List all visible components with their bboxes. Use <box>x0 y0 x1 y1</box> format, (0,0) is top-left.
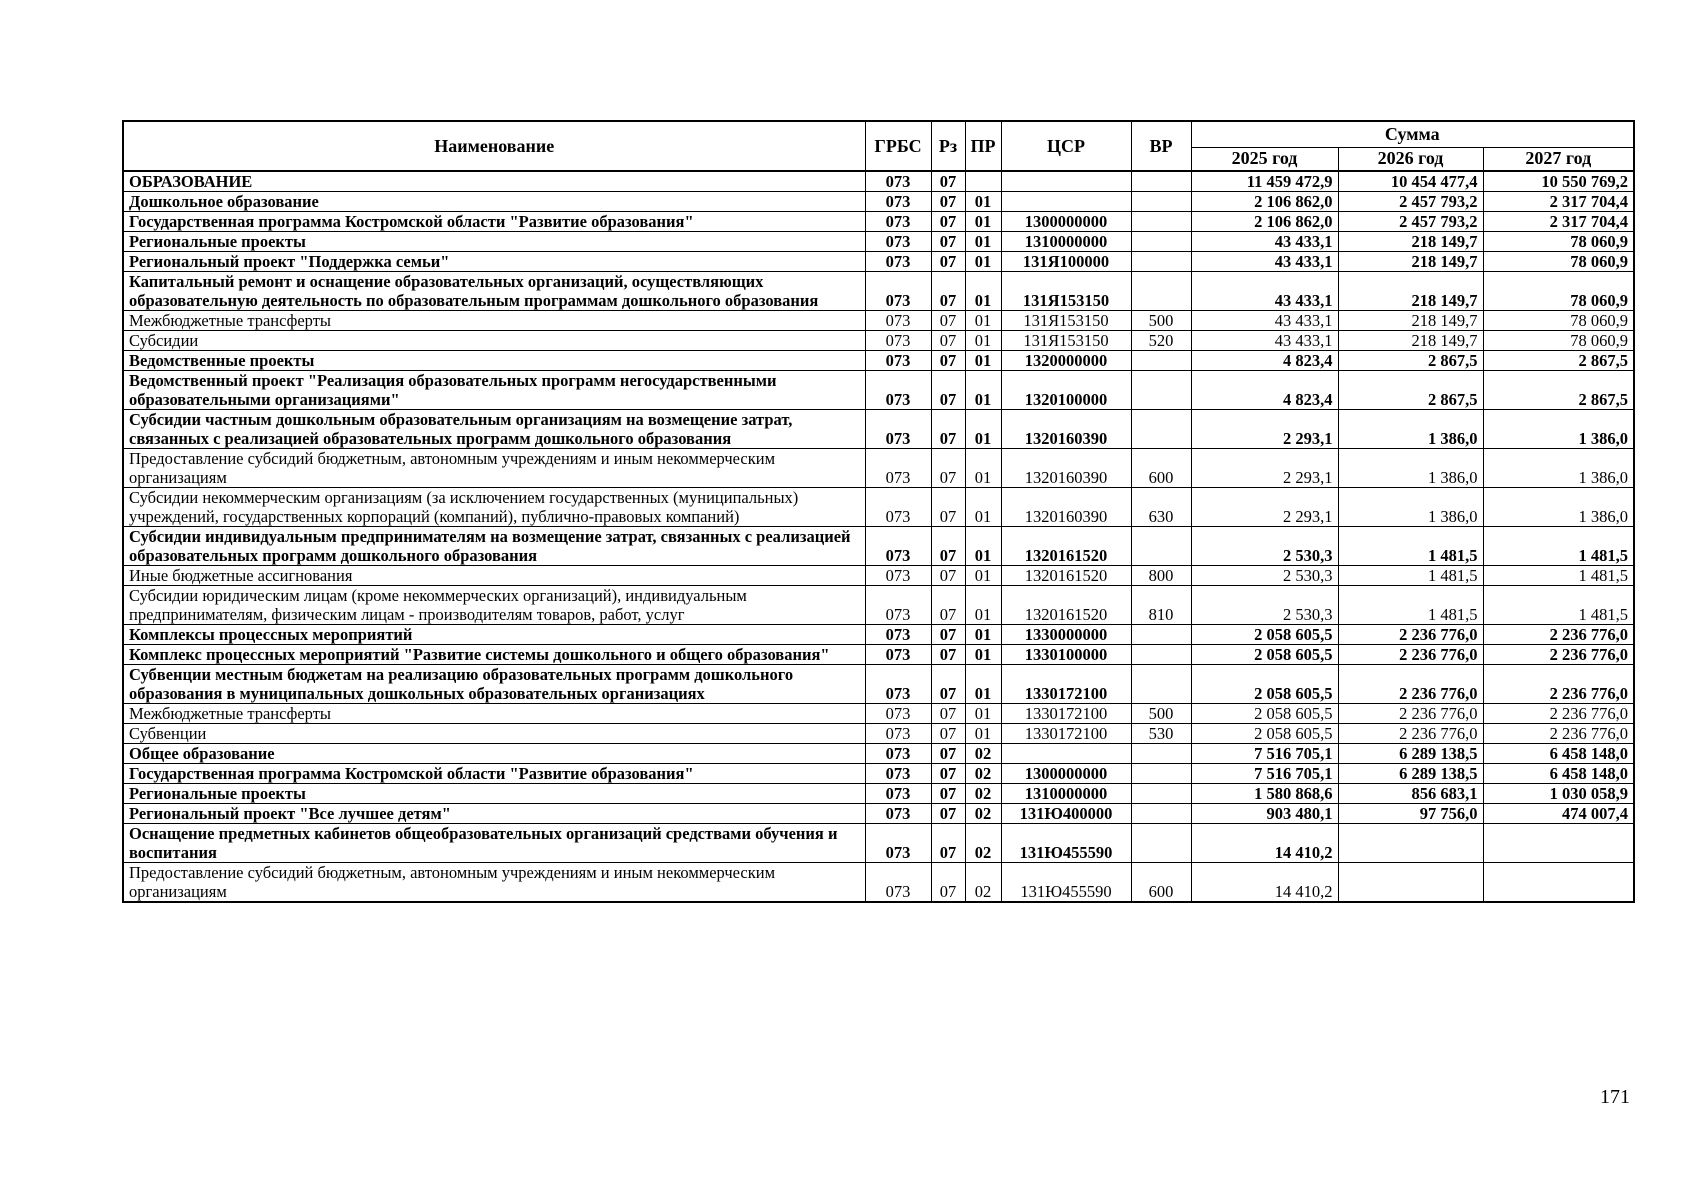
row-sum-2026: 2 457 793,2 <box>1338 212 1483 232</box>
row-csr: 131Ю455590 <box>1001 863 1131 903</box>
row-pr: 01 <box>965 488 1001 527</box>
row-sum-2026: 1 386,0 <box>1338 410 1483 449</box>
table-row <box>123 665 1634 704</box>
row-csr: 1320160390 <box>1001 488 1131 527</box>
row-sum-2025: 2 293,1 <box>1191 449 1338 488</box>
table-row <box>123 704 1634 724</box>
row-sum-2026: 2 236 776,0 <box>1338 625 1483 645</box>
table-row <box>123 371 1634 410</box>
row-sum-2027: 2 236 776,0 <box>1483 625 1634 645</box>
row-pr: 01 <box>965 192 1001 212</box>
row-sum-2026: 218 149,7 <box>1338 311 1483 331</box>
row-rz: 07 <box>931 586 965 625</box>
table-row <box>123 192 1634 212</box>
table-row <box>123 488 1634 527</box>
row-pr: 01 <box>965 212 1001 232</box>
row-csr: 1300000000 <box>1001 212 1131 232</box>
row-sum-2027: 2 317 704,4 <box>1483 192 1634 212</box>
row-grbs: 073 <box>865 764 931 784</box>
row-grbs: 073 <box>865 351 931 371</box>
row-pr: 02 <box>965 764 1001 784</box>
row-sum-2026: 2 236 776,0 <box>1338 704 1483 724</box>
row-rz: 07 <box>931 371 965 410</box>
row-sum-2026: 1 481,5 <box>1338 527 1483 566</box>
row-grbs: 073 <box>865 645 931 665</box>
row-pr: 01 <box>965 232 1001 252</box>
row-vr: 500 <box>1131 311 1191 331</box>
row-rz: 07 <box>931 449 965 488</box>
row-pr <box>965 171 1001 192</box>
row-vr <box>1131 804 1191 824</box>
table-row <box>123 625 1634 645</box>
row-grbs: 073 <box>865 232 931 252</box>
row-sum-2027: 1 481,5 <box>1483 586 1634 625</box>
row-sum-2025: 2 530,3 <box>1191 527 1338 566</box>
row-sum-2025: 2 530,3 <box>1191 586 1338 625</box>
row-sum-2027 <box>1483 824 1634 863</box>
row-sum-2026: 1 386,0 <box>1338 449 1483 488</box>
row-name: Региональные проекты <box>123 232 865 252</box>
row-grbs: 073 <box>865 704 931 724</box>
row-sum-2026: 2 236 776,0 <box>1338 645 1483 665</box>
row-name: Субвенции местным бюджетам на реализацию образовательных программ дошкольного образования в муниципальных дошкольных образовательных организациях <box>123 665 865 704</box>
row-sum-2027: 78 060,9 <box>1483 252 1634 272</box>
row-sum-2025: 2 058 605,5 <box>1191 704 1338 724</box>
table-row <box>123 586 1634 625</box>
row-pr: 01 <box>965 566 1001 586</box>
row-csr: 131Я153150 <box>1001 311 1131 331</box>
row-vr: 600 <box>1131 449 1191 488</box>
row-rz: 07 <box>931 272 965 311</box>
row-sum-2026: 10 454 477,4 <box>1338 171 1483 192</box>
row-rz: 07 <box>931 645 965 665</box>
row-vr <box>1131 784 1191 804</box>
row-csr: 131Я153150 <box>1001 331 1131 351</box>
table-row <box>123 272 1634 311</box>
row-sum-2026: 97 756,0 <box>1338 804 1483 824</box>
row-pr: 02 <box>965 784 1001 804</box>
row-sum-2027: 2 236 776,0 <box>1483 645 1634 665</box>
table-row <box>123 212 1634 232</box>
row-sum-2025: 2 106 862,0 <box>1191 192 1338 212</box>
row-vr: 800 <box>1131 566 1191 586</box>
row-rz: 07 <box>931 311 965 331</box>
row-vr: 530 <box>1131 724 1191 744</box>
row-grbs: 073 <box>865 863 931 903</box>
row-sum-2027: 474 007,4 <box>1483 804 1634 824</box>
header-vr: ВР <box>1131 121 1191 171</box>
row-pr: 01 <box>965 410 1001 449</box>
table-header <box>123 121 1634 171</box>
row-rz: 07 <box>931 704 965 724</box>
row-pr: 01 <box>965 371 1001 410</box>
row-grbs: 073 <box>865 252 931 272</box>
row-grbs: 073 <box>865 371 931 410</box>
row-pr: 01 <box>965 527 1001 566</box>
row-sum-2025: 2 058 605,5 <box>1191 665 1338 704</box>
row-sum-2027: 78 060,9 <box>1483 232 1634 252</box>
row-name: Предоставление субсидий бюджетным, автономным учреждениям и иным некоммерческим организациям <box>123 449 865 488</box>
row-name: Субсидии некоммерческим организациям (за исключением государственных (муниципальных) учреждений, государственных корпораций (компаний), публично-правовых компаний) <box>123 488 865 527</box>
row-sum-2027: 2 867,5 <box>1483 351 1634 371</box>
row-rz: 07 <box>931 232 965 252</box>
row-sum-2027: 1 386,0 <box>1483 488 1634 527</box>
row-sum-2027: 2 236 776,0 <box>1483 704 1634 724</box>
row-sum-2026: 6 289 138,5 <box>1338 744 1483 764</box>
row-sum-2026: 2 236 776,0 <box>1338 665 1483 704</box>
row-grbs: 073 <box>865 488 931 527</box>
row-name: Субсидии частным дошкольным образовательным организациям на возмещение затрат, связанных с реализацией образовательных программ дошкольного образования <box>123 410 865 449</box>
row-rz: 07 <box>931 804 965 824</box>
row-grbs: 073 <box>865 724 931 744</box>
row-grbs: 073 <box>865 331 931 351</box>
row-rz: 07 <box>931 527 965 566</box>
row-rz: 07 <box>931 665 965 704</box>
row-name: Государственная программа Костромской области "Развитие образования" <box>123 212 865 232</box>
table-row <box>123 351 1634 371</box>
row-csr: 1320000000 <box>1001 351 1131 371</box>
row-pr: 01 <box>965 351 1001 371</box>
row-sum-2027 <box>1483 863 1634 903</box>
header-csr: ЦСР <box>1001 121 1131 171</box>
row-sum-2027: 2 236 776,0 <box>1483 665 1634 704</box>
row-name: Иные бюджетные ассигнования <box>123 566 865 586</box>
row-csr: 1320161520 <box>1001 527 1131 566</box>
page-number: 171 <box>1600 1086 1630 1108</box>
header-year-2027: 2027 год <box>1483 147 1634 171</box>
row-sum-2027: 6 458 148,0 <box>1483 744 1634 764</box>
row-name: Дошкольное образование <box>123 192 865 212</box>
table-row <box>123 252 1634 272</box>
row-vr <box>1131 232 1191 252</box>
row-vr <box>1131 625 1191 645</box>
row-rz: 07 <box>931 566 965 586</box>
row-rz: 07 <box>931 744 965 764</box>
row-grbs: 073 <box>865 272 931 311</box>
row-vr <box>1131 410 1191 449</box>
budget-sheet <box>122 120 1633 903</box>
row-sum-2025: 1 580 868,6 <box>1191 784 1338 804</box>
row-sum-2025: 7 516 705,1 <box>1191 764 1338 784</box>
table-body <box>123 171 1634 902</box>
row-sum-2025: 2 106 862,0 <box>1191 212 1338 232</box>
row-sum-2025: 11 459 472,9 <box>1191 171 1338 192</box>
row-csr: 1320161520 <box>1001 586 1131 625</box>
row-csr: 1320160390 <box>1001 449 1131 488</box>
row-pr: 02 <box>965 804 1001 824</box>
header-year-2025: 2025 год <box>1191 147 1338 171</box>
table-row <box>123 410 1634 449</box>
row-sum-2025: 43 433,1 <box>1191 272 1338 311</box>
row-name: Субсидии юридическим лицам (кроме некоммерческих организаций), индивидуальным предпринимателям, физическим лицам - производителям товаров, работ, услуг <box>123 586 865 625</box>
row-rz: 07 <box>931 192 965 212</box>
row-name: Межбюджетные трансферты <box>123 311 865 331</box>
row-sum-2027: 78 060,9 <box>1483 311 1634 331</box>
row-sum-2026: 218 149,7 <box>1338 252 1483 272</box>
table-row <box>123 824 1634 863</box>
header-grbs: ГРБС <box>865 121 931 171</box>
row-name: Ведомственные проекты <box>123 351 865 371</box>
row-rz: 07 <box>931 764 965 784</box>
row-sum-2026: 2 236 776,0 <box>1338 724 1483 744</box>
row-csr: 131Я153150 <box>1001 272 1131 311</box>
row-csr <box>1001 192 1131 212</box>
row-pr: 02 <box>965 824 1001 863</box>
row-sum-2025: 2 058 605,5 <box>1191 724 1338 744</box>
row-sum-2026: 856 683,1 <box>1338 784 1483 804</box>
row-csr: 131Ю455590 <box>1001 824 1131 863</box>
row-pr: 01 <box>965 724 1001 744</box>
row-rz: 07 <box>931 331 965 351</box>
row-sum-2025: 2 293,1 <box>1191 488 1338 527</box>
row-name: Ведомственный проект "Реализация образовательных программ негосударственными образовательными организациями" <box>123 371 865 410</box>
row-sum-2025: 2 293,1 <box>1191 410 1338 449</box>
row-csr: 131Ю400000 <box>1001 804 1131 824</box>
row-rz: 07 <box>931 625 965 645</box>
row-name: Предоставление субсидий бюджетным, автономным учреждениям и иным некоммерческим организациям <box>123 863 865 903</box>
row-rz: 07 <box>931 410 965 449</box>
row-name: Субвенции <box>123 724 865 744</box>
row-grbs: 073 <box>865 212 931 232</box>
row-name: Региональные проекты <box>123 784 865 804</box>
row-rz: 07 <box>931 351 965 371</box>
row-grbs: 073 <box>865 171 931 192</box>
row-grbs: 073 <box>865 449 931 488</box>
row-pr: 01 <box>965 704 1001 724</box>
row-sum-2026: 218 149,7 <box>1338 331 1483 351</box>
row-csr: 131Я100000 <box>1001 252 1131 272</box>
table-row <box>123 784 1634 804</box>
row-vr: 810 <box>1131 586 1191 625</box>
row-grbs: 073 <box>865 665 931 704</box>
row-vr <box>1131 665 1191 704</box>
row-csr: 1330172100 <box>1001 724 1131 744</box>
row-vr: 520 <box>1131 331 1191 351</box>
row-vr <box>1131 645 1191 665</box>
row-sum-2026: 218 149,7 <box>1338 232 1483 252</box>
row-csr: 1320100000 <box>1001 371 1131 410</box>
row-name: Региональный проект "Все лучшее детям" <box>123 804 865 824</box>
table-row <box>123 311 1634 331</box>
row-pr: 02 <box>965 863 1001 903</box>
table-row <box>123 527 1634 566</box>
row-rz: 07 <box>931 824 965 863</box>
row-grbs: 073 <box>865 744 931 764</box>
row-sum-2025: 4 823,4 <box>1191 351 1338 371</box>
row-sum-2026: 2 867,5 <box>1338 371 1483 410</box>
row-sum-2027: 1 030 058,9 <box>1483 784 1634 804</box>
row-sum-2027: 2 867,5 <box>1483 371 1634 410</box>
row-sum-2025: 903 480,1 <box>1191 804 1338 824</box>
row-sum-2026: 218 149,7 <box>1338 272 1483 311</box>
row-pr: 01 <box>965 665 1001 704</box>
row-sum-2025: 43 433,1 <box>1191 331 1338 351</box>
header-name: Наименование <box>123 121 865 171</box>
row-name: Общее образование <box>123 744 865 764</box>
row-csr: 1330000000 <box>1001 625 1131 645</box>
row-name: Оснащение предметных кабинетов общеобразовательных организаций средствами обучения и воспитания <box>123 824 865 863</box>
row-sum-2026: 2 457 793,2 <box>1338 192 1483 212</box>
row-rz: 07 <box>931 252 965 272</box>
row-rz: 07 <box>931 863 965 903</box>
table-row <box>123 566 1634 586</box>
row-csr: 1330172100 <box>1001 704 1131 724</box>
row-name: Региональный проект "Поддержка семьи" <box>123 252 865 272</box>
row-csr: 1310000000 <box>1001 784 1131 804</box>
row-sum-2025: 2 058 605,5 <box>1191 625 1338 645</box>
row-vr <box>1131 272 1191 311</box>
row-csr <box>1001 744 1131 764</box>
row-vr <box>1131 212 1191 232</box>
row-grbs: 073 <box>865 784 931 804</box>
row-grbs: 073 <box>865 566 931 586</box>
row-pr: 01 <box>965 272 1001 311</box>
header-rz: Рз <box>931 121 965 171</box>
row-sum-2026: 6 289 138,5 <box>1338 764 1483 784</box>
budget-table <box>122 120 1635 903</box>
row-grbs: 073 <box>865 586 931 625</box>
row-pr: 02 <box>965 744 1001 764</box>
row-sum-2025: 2 530,3 <box>1191 566 1338 586</box>
row-sum-2027: 6 458 148,0 <box>1483 764 1634 784</box>
row-vr <box>1131 824 1191 863</box>
table-row <box>123 724 1634 744</box>
row-csr: 1330100000 <box>1001 645 1131 665</box>
row-pr: 01 <box>965 586 1001 625</box>
row-name: Капитальный ремонт и оснащение образовательных организаций, осуществляющих образовательную деятельность по образовательным программам дошкольного образования <box>123 272 865 311</box>
row-vr: 600 <box>1131 863 1191 903</box>
row-pr: 01 <box>965 625 1001 645</box>
row-sum-2027: 78 060,9 <box>1483 331 1634 351</box>
row-pr: 01 <box>965 449 1001 488</box>
row-sum-2027: 2 317 704,4 <box>1483 212 1634 232</box>
row-grbs: 073 <box>865 824 931 863</box>
table-row <box>123 764 1634 784</box>
header-pr: ПР <box>965 121 1001 171</box>
row-pr: 01 <box>965 311 1001 331</box>
table-row <box>123 863 1634 903</box>
table-row <box>123 744 1634 764</box>
row-grbs: 073 <box>865 527 931 566</box>
row-rz: 07 <box>931 488 965 527</box>
row-vr: 500 <box>1131 704 1191 724</box>
row-rz: 07 <box>931 724 965 744</box>
row-csr: 1320161520 <box>1001 566 1131 586</box>
row-vr <box>1131 527 1191 566</box>
row-pr: 01 <box>965 252 1001 272</box>
table-row <box>123 232 1634 252</box>
header-sum: Сумма <box>1191 121 1634 147</box>
row-sum-2025: 43 433,1 <box>1191 252 1338 272</box>
row-csr <box>1001 171 1131 192</box>
row-sum-2025: 4 823,4 <box>1191 371 1338 410</box>
row-sum-2026 <box>1338 863 1483 903</box>
row-name: Комплекс процессных мероприятий "Развитие системы дошкольного и общего образования" <box>123 645 865 665</box>
row-name: Субсидии <box>123 331 865 351</box>
row-pr: 01 <box>965 331 1001 351</box>
row-vr <box>1131 371 1191 410</box>
row-sum-2027: 1 386,0 <box>1483 410 1634 449</box>
row-csr: 1310000000 <box>1001 232 1131 252</box>
row-sum-2026: 1 481,5 <box>1338 566 1483 586</box>
row-vr <box>1131 764 1191 784</box>
row-sum-2027: 1 386,0 <box>1483 449 1634 488</box>
row-vr <box>1131 744 1191 764</box>
row-name: Государственная программа Костромской области "Развитие образования" <box>123 764 865 784</box>
table-row <box>123 331 1634 351</box>
row-grbs: 073 <box>865 625 931 645</box>
row-name: Субсидии индивидуальным предпринимателям на возмещение затрат, связанных с реализацией образовательных программ дошкольного образования <box>123 527 865 566</box>
row-name: Комплексы процессных мероприятий <box>123 625 865 645</box>
table-row <box>123 449 1634 488</box>
row-pr: 01 <box>965 645 1001 665</box>
header-year-2026: 2026 год <box>1338 147 1483 171</box>
row-sum-2026: 2 867,5 <box>1338 351 1483 371</box>
row-sum-2025: 7 516 705,1 <box>1191 744 1338 764</box>
row-sum-2027: 1 481,5 <box>1483 566 1634 586</box>
row-grbs: 073 <box>865 311 931 331</box>
row-sum-2027: 78 060,9 <box>1483 272 1634 311</box>
row-sum-2025: 14 410,2 <box>1191 824 1338 863</box>
row-vr <box>1131 171 1191 192</box>
row-sum-2027: 10 550 769,2 <box>1483 171 1634 192</box>
row-csr: 1330172100 <box>1001 665 1131 704</box>
row-name: ОБРАЗОВАНИЕ <box>123 171 865 192</box>
table-row <box>123 171 1634 192</box>
row-sum-2026: 1 481,5 <box>1338 586 1483 625</box>
table-row <box>123 645 1634 665</box>
row-rz: 07 <box>931 171 965 192</box>
row-rz: 07 <box>931 212 965 232</box>
row-sum-2026 <box>1338 824 1483 863</box>
row-csr: 1300000000 <box>1001 764 1131 784</box>
row-sum-2025: 14 410,2 <box>1191 863 1338 903</box>
row-grbs: 073 <box>865 410 931 449</box>
row-grbs: 073 <box>865 192 931 212</box>
row-sum-2027: 2 236 776,0 <box>1483 724 1634 744</box>
row-rz: 07 <box>931 784 965 804</box>
row-vr <box>1131 192 1191 212</box>
row-sum-2025: 2 058 605,5 <box>1191 645 1338 665</box>
table-row <box>123 804 1634 824</box>
row-sum-2025: 43 433,1 <box>1191 311 1338 331</box>
row-sum-2025: 43 433,1 <box>1191 232 1338 252</box>
row-csr: 1320160390 <box>1001 410 1131 449</box>
row-name: Межбюджетные трансферты <box>123 704 865 724</box>
row-sum-2026: 1 386,0 <box>1338 488 1483 527</box>
row-vr: 630 <box>1131 488 1191 527</box>
row-sum-2027: 1 481,5 <box>1483 527 1634 566</box>
row-vr <box>1131 351 1191 371</box>
row-vr <box>1131 252 1191 272</box>
row-grbs: 073 <box>865 804 931 824</box>
